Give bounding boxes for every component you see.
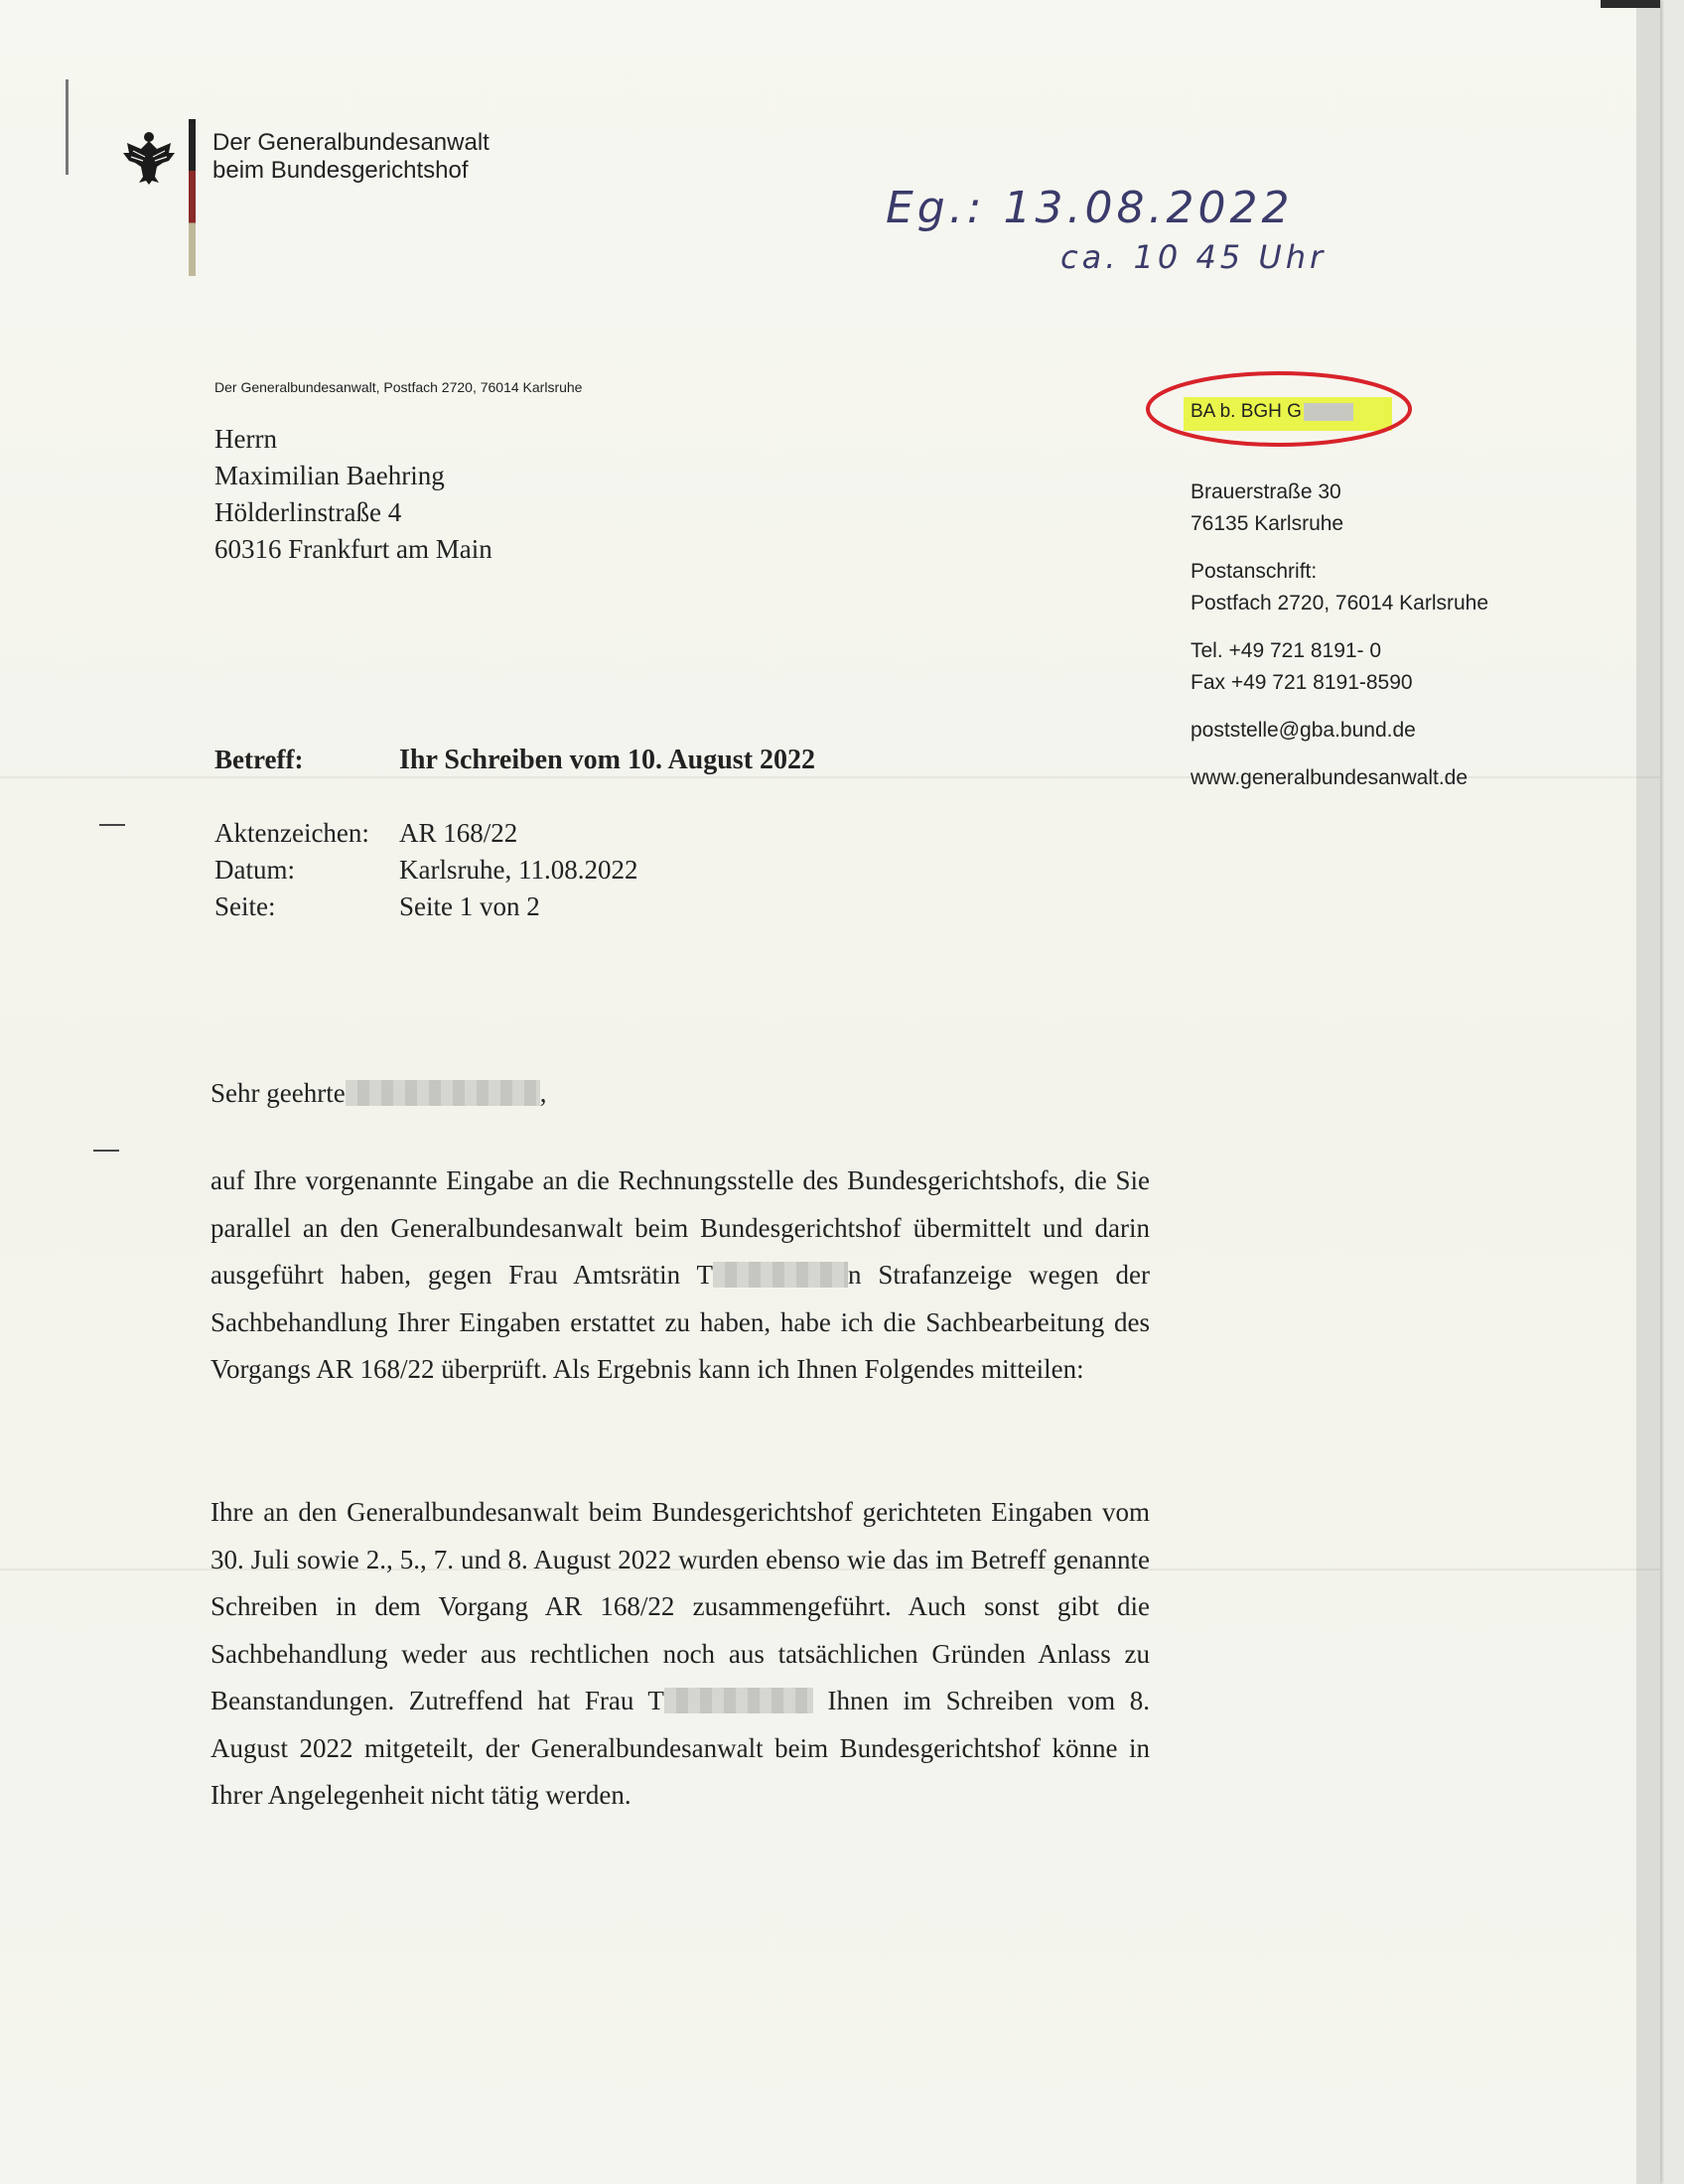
- org-title-line: beim Bundesgerichtshof: [212, 157, 469, 184]
- federal-eagle-icon: [119, 127, 179, 187]
- subject-value: Ihr Schreiben vom 10. August 2022: [399, 745, 816, 775]
- punch-mark: [66, 79, 69, 175]
- paragraph-text: n Strafanzeige wegen der Sachbehandlung Ihrer Eingaben erstattet zu haben, habe ich die Sachbearbeitung des Vorgangs AR 168/22 überprüft. Als Ergebnis kann ich Ihnen Folgendes mitteilen:: [210, 1260, 1150, 1384]
- contact-city: 76135 Karlsruhe: [1191, 512, 1344, 535]
- flag-bar: [189, 119, 196, 276]
- paragraph-text: Ihre an den Generalbundesanwalt beim Bundesgerichtshof gerichteten Eingaben vom 30. Juli sowie 2., 5., 7. und 8. August 2022 wurden ebenso wie das im Betreff genannte Schreiben in dem Vorgang AR 168/22 zusammengeführt. Auch sonst gibt die Sachbehandlung weder aus rechtlichen noch aus tatsächlichen Gründen Anlass zu Beanstandungen. Zutreffend hat Frau T: [210, 1497, 1150, 1715]
- fold-mark: [99, 824, 125, 826]
- page-edge: [1636, 0, 1660, 2184]
- postal-address: Postfach 2720, 76014 Karlsruhe: [1191, 592, 1489, 614]
- seite-value: Seite 1 von 2: [399, 891, 540, 921]
- handwritten-receipt-time: ca. 10 45 Uhr: [1060, 238, 1328, 276]
- body-paragraph-2: [210, 1489, 1150, 1820]
- body-paragraph-1: [210, 1158, 1150, 1394]
- contact-fax: Fax +49 721 8191-8590: [1191, 671, 1413, 694]
- salutation-comma: ,: [539, 1078, 547, 1108]
- contact-email: poststelle@gba.bund.de: [1191, 719, 1416, 742]
- redacted-name: [664, 1688, 813, 1713]
- aktenzeichen-value: AR 168/22: [399, 818, 518, 848]
- subject-label: Betreff:: [214, 745, 304, 774]
- paragraph-text: Ihnen im Schreiben vom 8. August 2022 mitgeteilt, der Generalbundesanwalt beim Bundesgerichtshof könne in Ihrer Angelegenheit nicht tätig werden.: [210, 1686, 1150, 1810]
- paragraph-text: auf Ihre vorgenannte Eingabe an die Rechnungsstelle des Bundesgerichtshofs, die Sie parallel an den Generalbundesanwalt beim Bundesgerichtshof übermittelt und darin ausgeführt haben, gegen Frau Amtsrätin T: [210, 1165, 1150, 1290]
- recipient-city: 60316 Frankfurt am Main: [214, 534, 492, 564]
- contact-tel: Tel. +49 721 8191- 0: [1191, 639, 1382, 662]
- org-title-line: Der Generalbundesanwalt: [212, 129, 490, 156]
- handwritten-receipt-date: Eg.: 13.08.2022: [886, 183, 1294, 233]
- office-stamp-label: BA b. BGH G: [1191, 401, 1302, 422]
- scan-corner: [1601, 0, 1660, 8]
- datum-value: Karlsruhe, 11.08.2022: [399, 855, 638, 885]
- org-title: [212, 129, 490, 185]
- redacted-name: [346, 1080, 540, 1106]
- punch-hole-mark: [93, 1150, 119, 1152]
- aktenzeichen-label: Aktenzeichen:: [214, 818, 369, 848]
- datum-label: Datum:: [214, 855, 295, 885]
- salutation: [210, 1078, 546, 1109]
- sender-return-line: Der Generalbundesanwalt, Postfach 2720, 76014 Karlsruhe: [214, 379, 583, 395]
- recipient-name: Maximilian Baehring: [214, 461, 445, 490]
- postal-label: Postanschrift:: [1191, 560, 1318, 583]
- redacted-name: [713, 1262, 848, 1288]
- contact-street: Brauerstraße 30: [1191, 480, 1341, 503]
- recipient-salutation: Herrn: [214, 424, 277, 454]
- annotation-circle: [1144, 369, 1414, 449]
- recipient-address: [214, 421, 492, 568]
- seite-label: Seite:: [214, 891, 276, 921]
- recipient-street: Hölderlinstraße 4: [214, 497, 402, 527]
- salutation-text: Sehr geehrte: [210, 1078, 346, 1108]
- contact-website: www.generalbundesanwalt.de: [1191, 766, 1469, 789]
